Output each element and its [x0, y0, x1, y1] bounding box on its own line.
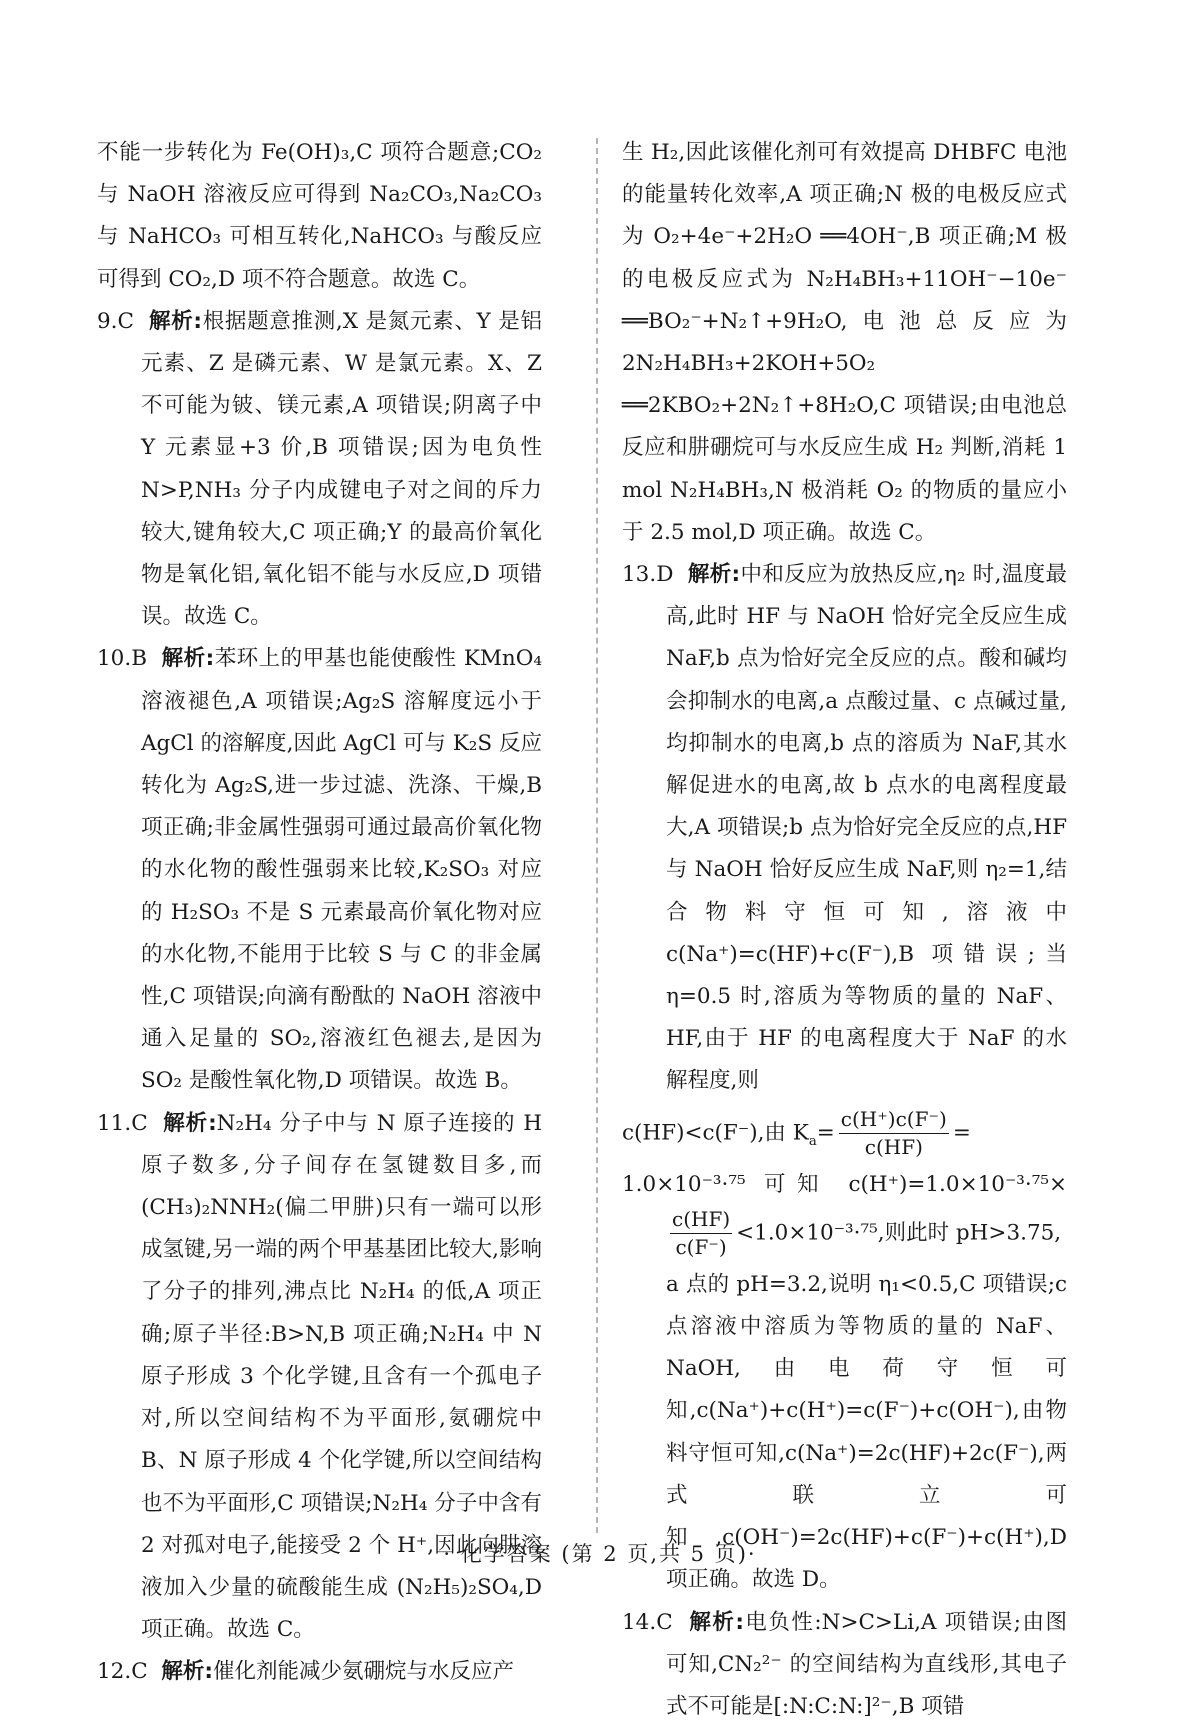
analysis-text-continued: a 点的 pH=3.2,说明 η₁<0.5,C 项错误;c 点溶液中溶质为等物质的量的 NaF、NaOH,由电荷守恒可知,c(Na⁺)+c(H⁺)=c(F⁻)+c(OH⁻),由物料守恒可知,c(Na⁺)=2c(HF)+2c(F⁻),两式联立可知,c(OH⁻)=2c(HF)+c(F⁻)+c(H⁺),D 项正确。故选 D。 [666, 1272, 1067, 1592]
column-divider [596, 138, 598, 1533]
answer-item-10 [97, 638, 542, 1102]
answer-choice: C [656, 1610, 672, 1635]
analysis-label: 解析: [163, 1111, 216, 1136]
left-column [97, 132, 542, 1694]
answer-choice: B [131, 646, 147, 671]
item-number: 9. [97, 309, 118, 334]
item-number: 14. [622, 1610, 656, 1635]
analysis-text: 中和反应为放热反应,η₂ 时,温度最高,此时 HF 与 NaOH 恰好完全反应生成 NaF,b 点为恰好完全反应的点。酸和碱均会抑制水的电离,a 点酸过量、c 点碱过量,均抑制水的电离,b 点的溶质为 NaF,其水解促进水的电离,故 b 点水的电离程度最大,A 项错误;b 点为恰好完全反应的点,HF 与 NaOH 恰好反应生成 NaF,则 η₂=1,结合物料守恒可知,溶液中 c(Na⁺)=c(HF)+c(F⁻),B 项错误;当 η=0.5 时,溶质为等物质的量的 NaF、HF,由于 HF 的电离程度大于 NaF 的水解程度,则 [666, 562, 1067, 1093]
analysis-text: 苯环上的甲基也能使酸性 KMnO₄ 溶液褪色,A 项错误;Ag₂S 溶解度远小于 AgCl 的溶解度,因此 AgCl 可与 K₂S 反应转化为 Ag₂S,进一步过滤、洗涤、干燥,B 项正确;非金属性强弱可通过最高价氧化物的水化物的酸性强弱来比较,K₂SO₃ 对应的 H₂SO₃ 不是 S 元素最高价氧化物对应的水化物,不能用于比较 S 与 C 的非金属性,C 项错误;向滴有酚酞的 NaOH 溶液中通入足量的 SO₂,溶液红色褪去,是因为 SO₂ 是酸性氧化物,D 项错误。故选 B。 [141, 646, 542, 1093]
answer-choice: C [131, 1659, 147, 1684]
analysis-text: 根据题意推测,X 是氮元素、Y 是铝元素、Z 是磷元素、W 是氯元素。X、Z 不可能为铍、镁元素,A 项错误;阴离子中 Y 元素显+3 价,B 项错误;因为电负性 N>P,NH₃ 分子内成键电子对之间的斥力较大,键角较大,C 项正确;Y 的最高价氧化物是氧化铝,氧化铝不能与水反应,D 项错误。故选 C。 [141, 309, 542, 629]
analysis-label: 解析: [688, 562, 740, 587]
analysis-label: 解析: [161, 1659, 213, 1684]
analysis-label: 解析: [162, 646, 215, 671]
answer-item-9 [97, 301, 542, 639]
answer-choice: D [656, 562, 673, 587]
analysis-label: 解析: [149, 309, 202, 334]
answer-choice: C [118, 309, 134, 334]
analysis-label: 解析: [689, 1610, 744, 1635]
item-number: 12. [97, 1659, 131, 1684]
continued-paragraph: 生 H₂,因此该催化剂可有效提高 DHBFC 电池的能量转化效率,A 项正确;N 极的电极反应式为 O₂+4e⁻+2H₂O ══4OH⁻,B 项正确;M 极的电极反应式为 N₂H₄BH₃+11OH⁻−10e⁻ ══BO₂⁻+N₂↑+9H₂O,电池总反应为 2N₂H₄BH₃+2KOH+5O₂ ══2KBO₂+2N₂↑+8H₂O,C 项错误;由电池总反应和肼硼烷可与水反应生成 H₂ 判断,消耗 1 mol N₂H₄BH₃,N 极消耗 O₂ 的物质的量应小于 2.5 mol,D 项正确。故选 C。 [622, 132, 1067, 554]
answer-item-13 [622, 554, 1067, 1601]
right-column [622, 132, 1067, 1728]
analysis-text: 催化剂能减少氨硼烷与水反应产 [213, 1659, 514, 1684]
electron-formula: [:N:C:N:]²⁻ [774, 1694, 892, 1719]
page-footer: · 化学答案 (第 2 页,共 5 页)· [0, 1538, 1200, 1568]
answer-item-11 [97, 1103, 542, 1652]
answer-item-12 [97, 1651, 542, 1693]
fraction-ka: $\frac{c(H^+)c(F^-)}{c(HF)}$ [839, 1106, 949, 1161]
continued-paragraph: 不能一步转化为 Fe(OH)₃,C 项符合题意;CO₂ 与 NaOH 溶液反应可得到 Na₂CO₃,Na₂CO₃ 与 NaHCO₃ 可相互转化,NaHCO₃ 与酸反应可得到 CO₂,D 项不符合题意。故选 C。 [97, 132, 542, 301]
item-number: 11. [97, 1111, 131, 1136]
item-number: 13. [622, 562, 656, 587]
fraction-hf-f: $\frac{c(HF)}{c(F^-)}$ [670, 1206, 732, 1261]
formula-line-ka: c(HF)<c(F⁻),由 $K_a=$ $\frac{c(H^+)c(F^-)}{c(HF)}$ = [666, 1106, 1067, 1161]
item-number: 10. [97, 646, 131, 671]
analysis-text: N₂H₄ 分子中与 N 原子连接的 H 原子数多,分子间存在氢键数目多,而 (CH₃)₂NNH₂(偏二甲肼)只有一端可以形成氢键,另一端的两个甲基基团比较大,影响了分子的排列,沸点比 N₂H₄ 的低,A 项正确;原子半径:B>N,B 项正确;N₂H₄ 中 N 原子形成 3 个化学键,且含有一个孤电子对,所以空间结构不为平面形,氨硼烷中 B、N 原子形成 4 个化学键,所以空间结构也不为平面形,C 项错误;N₂H₄ 分子中含有 2 对孤对电子,能接受 2 个 H⁺,因此向肼溶液加入少量的硫酸能生成 (N₂H₅)₂SO₄,D 项正确。故选 C。 [141, 1111, 542, 1642]
formula-line-ratio: 1.0×10⁻³·⁷⁵ 可知 c(H⁺)=1.0×10⁻³·⁷⁵× $\frac{c(HF)}{c(F^-)}$ <1.0×10⁻³·⁷⁵,则此时 pH>3.75, [666, 1164, 1067, 1261]
answer-choice: C [131, 1111, 147, 1136]
analysis-text: 电负性:N>C>Li,A 项错误;由图可知,CN₂²⁻ 的空间结构为直线形,其电子式不可能是 [666, 1610, 1067, 1719]
answer-item-14: 14.C 解析:电负性:N>C>Li,A 项错误;由图可知,CN₂²⁻ 的空间结构为直线形,其电子式不可能是[:N:C:N:]²⁻,B 项错 [622, 1602, 1067, 1728]
